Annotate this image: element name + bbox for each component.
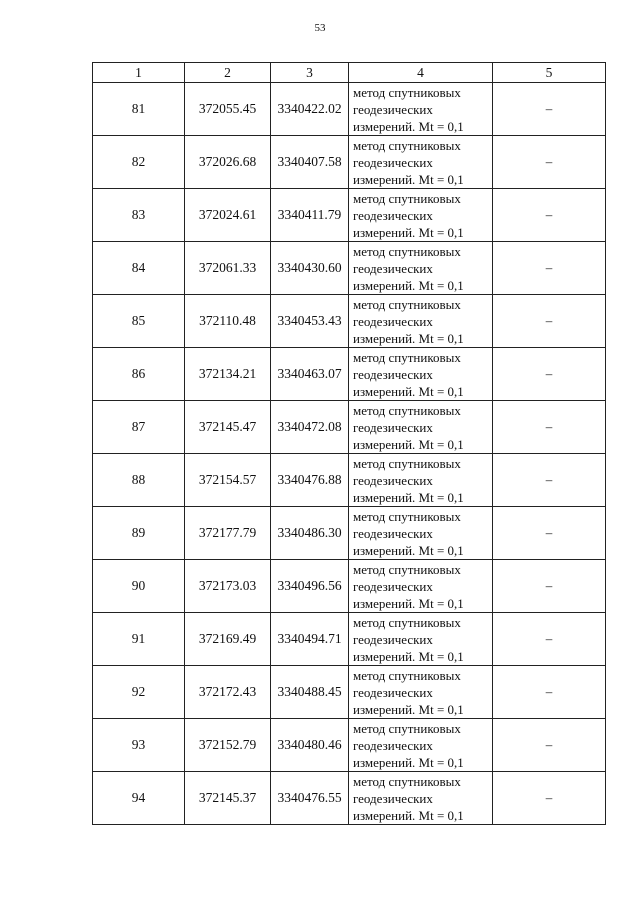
method-line: метод спутниковых <box>353 561 461 577</box>
table-row <box>93 719 606 772</box>
method-line: геодезических <box>353 313 433 329</box>
accuracy-cell <box>493 507 606 560</box>
table-row <box>93 560 606 613</box>
method-cell <box>349 136 493 189</box>
method-line: метод спутниковых <box>353 190 461 206</box>
y-coordinate-cell: 3340472.08 <box>271 401 349 454</box>
point-number-cell: 89 <box>93 507 185 560</box>
method-line: измерений. Mt = 0,1 <box>353 383 464 399</box>
method-cell <box>349 666 493 719</box>
method-line: метод спутниковых <box>353 508 461 524</box>
method-line: метод спутниковых <box>353 773 461 789</box>
method-cell <box>349 401 493 454</box>
x-coordinate-cell: 372172.43 <box>185 666 271 719</box>
y-coordinate-cell: 3340463.07 <box>271 348 349 401</box>
point-number-cell: 92 <box>93 666 185 719</box>
header-col-1: 1 <box>93 63 185 83</box>
point-number-cell: 94 <box>93 772 185 825</box>
point-number-cell: 82 <box>93 136 185 189</box>
table-row <box>93 454 606 507</box>
method-line: измерений. Mt = 0,1 <box>353 436 464 452</box>
method-cell <box>349 560 493 613</box>
method-line: геодезических <box>353 154 433 170</box>
y-coordinate-cell: 3340407.58 <box>271 136 349 189</box>
method-line: метод спутниковых <box>353 455 461 471</box>
header-col-5: 5 <box>493 63 606 83</box>
method-line: измерений. Mt = 0,1 <box>353 807 464 823</box>
accuracy-cell <box>493 401 606 454</box>
method-line: измерений. Mt = 0,1 <box>353 277 464 293</box>
y-coordinate-cell: 3340488.45 <box>271 666 349 719</box>
method-line: геодезических <box>353 101 433 117</box>
method-line: измерений. Mt = 0,1 <box>353 595 464 611</box>
accuracy-dash: – <box>545 101 553 116</box>
accuracy-dash: – <box>545 578 553 593</box>
accuracy-dash: – <box>545 419 553 434</box>
table-row <box>93 772 606 825</box>
method-line: измерений. Mt = 0,1 <box>353 701 464 717</box>
y-coordinate-cell: 3340486.30 <box>271 507 349 560</box>
method-line: измерений. Mt = 0,1 <box>353 118 464 134</box>
accuracy-cell <box>493 242 606 295</box>
accuracy-dash: – <box>545 260 553 275</box>
method-line: геодезических <box>353 419 433 435</box>
method-line: измерений. Mt = 0,1 <box>353 754 464 770</box>
accuracy-dash: – <box>545 313 553 328</box>
method-line: измерений. Mt = 0,1 <box>353 330 464 346</box>
table-row <box>93 613 606 666</box>
method-cell <box>349 772 493 825</box>
method-line: измерений. Mt = 0,1 <box>353 224 464 240</box>
x-coordinate-cell: 372145.47 <box>185 401 271 454</box>
method-cell <box>349 613 493 666</box>
x-coordinate-cell: 372177.79 <box>185 507 271 560</box>
accuracy-cell <box>493 454 606 507</box>
y-coordinate-cell: 3340480.46 <box>271 719 349 772</box>
method-cell <box>349 189 493 242</box>
method-cell <box>349 719 493 772</box>
table-row <box>93 348 606 401</box>
point-number-cell: 86 <box>93 348 185 401</box>
y-coordinate-cell: 3340476.88 <box>271 454 349 507</box>
method-line: геодезических <box>353 631 433 647</box>
method-line: геодезических <box>353 578 433 594</box>
table-row <box>93 189 606 242</box>
point-number-cell: 87 <box>93 401 185 454</box>
method-line: геодезических <box>353 684 433 700</box>
y-coordinate-cell: 3340430.60 <box>271 242 349 295</box>
y-coordinate-cell: 3340453.43 <box>271 295 349 348</box>
accuracy-cell <box>493 295 606 348</box>
x-coordinate-cell: 372024.61 <box>185 189 271 242</box>
accuracy-dash: – <box>545 366 553 381</box>
method-cell <box>349 454 493 507</box>
accuracy-cell <box>493 560 606 613</box>
method-line: метод спутниковых <box>353 243 461 259</box>
accuracy-cell <box>493 83 606 136</box>
accuracy-dash: – <box>545 684 553 699</box>
coordinates-table <box>92 62 606 825</box>
table-body <box>93 83 606 825</box>
accuracy-dash: – <box>545 737 553 752</box>
method-line: измерений. Mt = 0,1 <box>353 542 464 558</box>
point-number-cell: 93 <box>93 719 185 772</box>
accuracy-cell <box>493 772 606 825</box>
page-number: 53 <box>314 22 326 34</box>
method-line: измерений. Mt = 0,1 <box>353 648 464 664</box>
y-coordinate-cell: 3340476.55 <box>271 772 349 825</box>
point-number-cell: 88 <box>93 454 185 507</box>
table-header <box>93 63 606 83</box>
point-number-cell: 85 <box>93 295 185 348</box>
point-number-cell: 90 <box>93 560 185 613</box>
method-line: метод спутниковых <box>353 402 461 418</box>
accuracy-cell <box>493 613 606 666</box>
x-coordinate-cell: 372145.37 <box>185 772 271 825</box>
x-coordinate-cell: 372110.48 <box>185 295 271 348</box>
method-line: геодезических <box>353 472 433 488</box>
method-line: метод спутниковых <box>353 349 461 365</box>
header-col-3: 3 <box>271 63 349 83</box>
method-line: метод спутниковых <box>353 614 461 630</box>
method-cell <box>349 507 493 560</box>
method-line: геодезических <box>353 260 433 276</box>
x-coordinate-cell: 372169.49 <box>185 613 271 666</box>
y-coordinate-cell: 3340422.02 <box>271 83 349 136</box>
y-coordinate-cell: 3340411.79 <box>271 189 349 242</box>
method-line: метод спутниковых <box>353 720 461 736</box>
method-line: метод спутниковых <box>353 84 461 100</box>
accuracy-dash: – <box>545 472 553 487</box>
point-number-cell: 83 <box>93 189 185 242</box>
x-coordinate-cell: 372061.33 <box>185 242 271 295</box>
x-coordinate-cell: 372026.68 <box>185 136 271 189</box>
method-line: измерений. Mt = 0,1 <box>353 171 464 187</box>
point-number-cell: 81 <box>93 83 185 136</box>
accuracy-dash: – <box>545 154 553 169</box>
accuracy-dash: – <box>545 631 553 646</box>
y-coordinate-cell: 3340496.56 <box>271 560 349 613</box>
method-line: геодезических <box>353 737 433 753</box>
table-row <box>93 136 606 189</box>
table-row <box>93 507 606 560</box>
accuracy-dash: – <box>545 525 553 540</box>
x-coordinate-cell: 372154.57 <box>185 454 271 507</box>
table-row <box>93 83 606 136</box>
x-coordinate-cell: 372134.21 <box>185 348 271 401</box>
accuracy-dash: – <box>545 207 553 222</box>
method-cell <box>349 348 493 401</box>
method-cell <box>349 295 493 348</box>
accuracy-cell <box>493 666 606 719</box>
method-line: геодезических <box>353 790 433 806</box>
table-row <box>93 666 606 719</box>
x-coordinate-cell: 372173.03 <box>185 560 271 613</box>
accuracy-cell <box>493 348 606 401</box>
point-number-cell: 84 <box>93 242 185 295</box>
method-line: метод спутниковых <box>353 137 461 153</box>
method-line: метод спутниковых <box>353 296 461 312</box>
point-number-cell: 91 <box>93 613 185 666</box>
accuracy-cell <box>493 719 606 772</box>
table-row <box>93 242 606 295</box>
method-line: измерений. Mt = 0,1 <box>353 489 464 505</box>
header-row <box>93 63 606 83</box>
method-line: метод спутниковых <box>353 667 461 683</box>
method-line: геодезических <box>353 366 433 382</box>
method-line: геодезических <box>353 525 433 541</box>
header-col-4: 4 <box>349 63 493 83</box>
accuracy-cell <box>493 136 606 189</box>
accuracy-cell <box>493 189 606 242</box>
y-coordinate-cell: 3340494.71 <box>271 613 349 666</box>
method-cell <box>349 83 493 136</box>
x-coordinate-cell: 372055.45 <box>185 83 271 136</box>
method-cell <box>349 242 493 295</box>
method-line: геодезических <box>353 207 433 223</box>
accuracy-dash: – <box>545 790 553 805</box>
table-row <box>93 401 606 454</box>
header-col-2: 2 <box>185 63 271 83</box>
table-row <box>93 295 606 348</box>
x-coordinate-cell: 372152.79 <box>185 719 271 772</box>
